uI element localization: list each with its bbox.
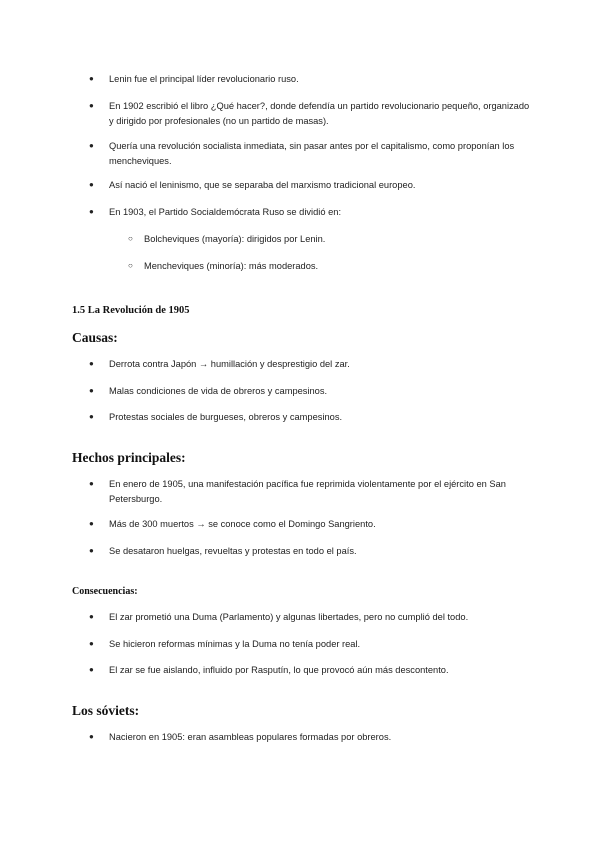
list-item: ● Más de 300 muertos → se conoce como el Domingo Sangriento. <box>91 517 531 532</box>
bullet-icon: ● <box>89 639 94 648</box>
bullet-icon: ● <box>89 141 94 150</box>
bullet-icon: ● <box>89 101 94 110</box>
bullet-icon: ● <box>89 386 94 395</box>
list-item: ● Se desataron huelgas, revueltas y protestas en todo el país. <box>91 544 531 559</box>
soviets-heading: Los sóviets: <box>72 703 140 718</box>
bullet-icon: ● <box>89 74 94 83</box>
bullet-icon: ● <box>89 207 94 216</box>
causas-heading: Causas: <box>72 330 118 345</box>
list-item: ● Nacieron en 1905: eran asambleas populares formadas por obreros. <box>91 730 531 745</box>
list-item: ● En 1903, el Partido Socialdemócrata Ruso se dividió en: <box>91 205 531 220</box>
hechos-heading: Hechos principales: <box>72 450 186 465</box>
sublist-item: ○ Bolcheviques (mayoría): dirigidos por Lenin. <box>128 232 508 247</box>
bullet-icon: ● <box>89 546 94 555</box>
list-item: ● Se hicieron reformas mínimas y la Duma no tenía poder real. <box>91 637 531 652</box>
bullet-icon: ● <box>89 359 94 368</box>
bullet-icon: ● <box>89 180 94 189</box>
list-item: ● Malas condiciones de vida de obreros y campesinos. <box>91 384 531 399</box>
list-item: ● Protestas sociales de burgueses, obreros y campesinos. <box>91 410 531 425</box>
list-item: ● Derrota contra Japón → humillación y desprestigio del zar. <box>91 357 531 372</box>
bullet-icon: ● <box>89 412 94 421</box>
bullet-icon: ● <box>89 665 94 674</box>
list-item: ● Así nació el leninismo, que se separaba del marxismo tradicional europeo. <box>91 178 531 193</box>
hollow-bullet-icon: ○ <box>128 261 133 270</box>
list-item: ● En 1902 escribió el libro ¿Qué hacer?, donde defendía un partido revolucionario pequeño, organizado y dirigido por profesionales (no un partido de masas). <box>89 101 530 126</box>
hollow-bullet-icon: ○ <box>128 234 133 243</box>
list-item: ● Lenin fue el principal líder revolucionario ruso. <box>91 72 531 87</box>
bullet-icon: ● <box>89 479 94 488</box>
list-item: ● El zar prometió una Duma (Parlamento) y algunas libertades, pero no cumplió del todo. <box>91 610 531 625</box>
bullet-icon: ● <box>89 732 94 741</box>
bullet-icon: ● <box>89 519 94 528</box>
list-item: ● Quería una revolución socialista inmediata, sin pasar antes por el capitalismo, como proponían los mencheviques. <box>89 141 515 166</box>
list-item: ● En enero de 1905, una manifestación pacífica fue reprimida violentamente por el ejército en San Petersburgo. <box>89 479 506 504</box>
consecuencias-heading: Consecuencias: <box>72 586 138 597</box>
sublist-item: ○ Mencheviques (minoría): más moderados. <box>128 259 508 274</box>
section-title: 1.5 La Revolución de 1905 <box>72 305 190 316</box>
bullet-icon: ● <box>89 612 94 621</box>
list-item: ● El zar se fue aislando, influido por Rasputín, lo que provocó aún más descontento. <box>91 663 531 678</box>
